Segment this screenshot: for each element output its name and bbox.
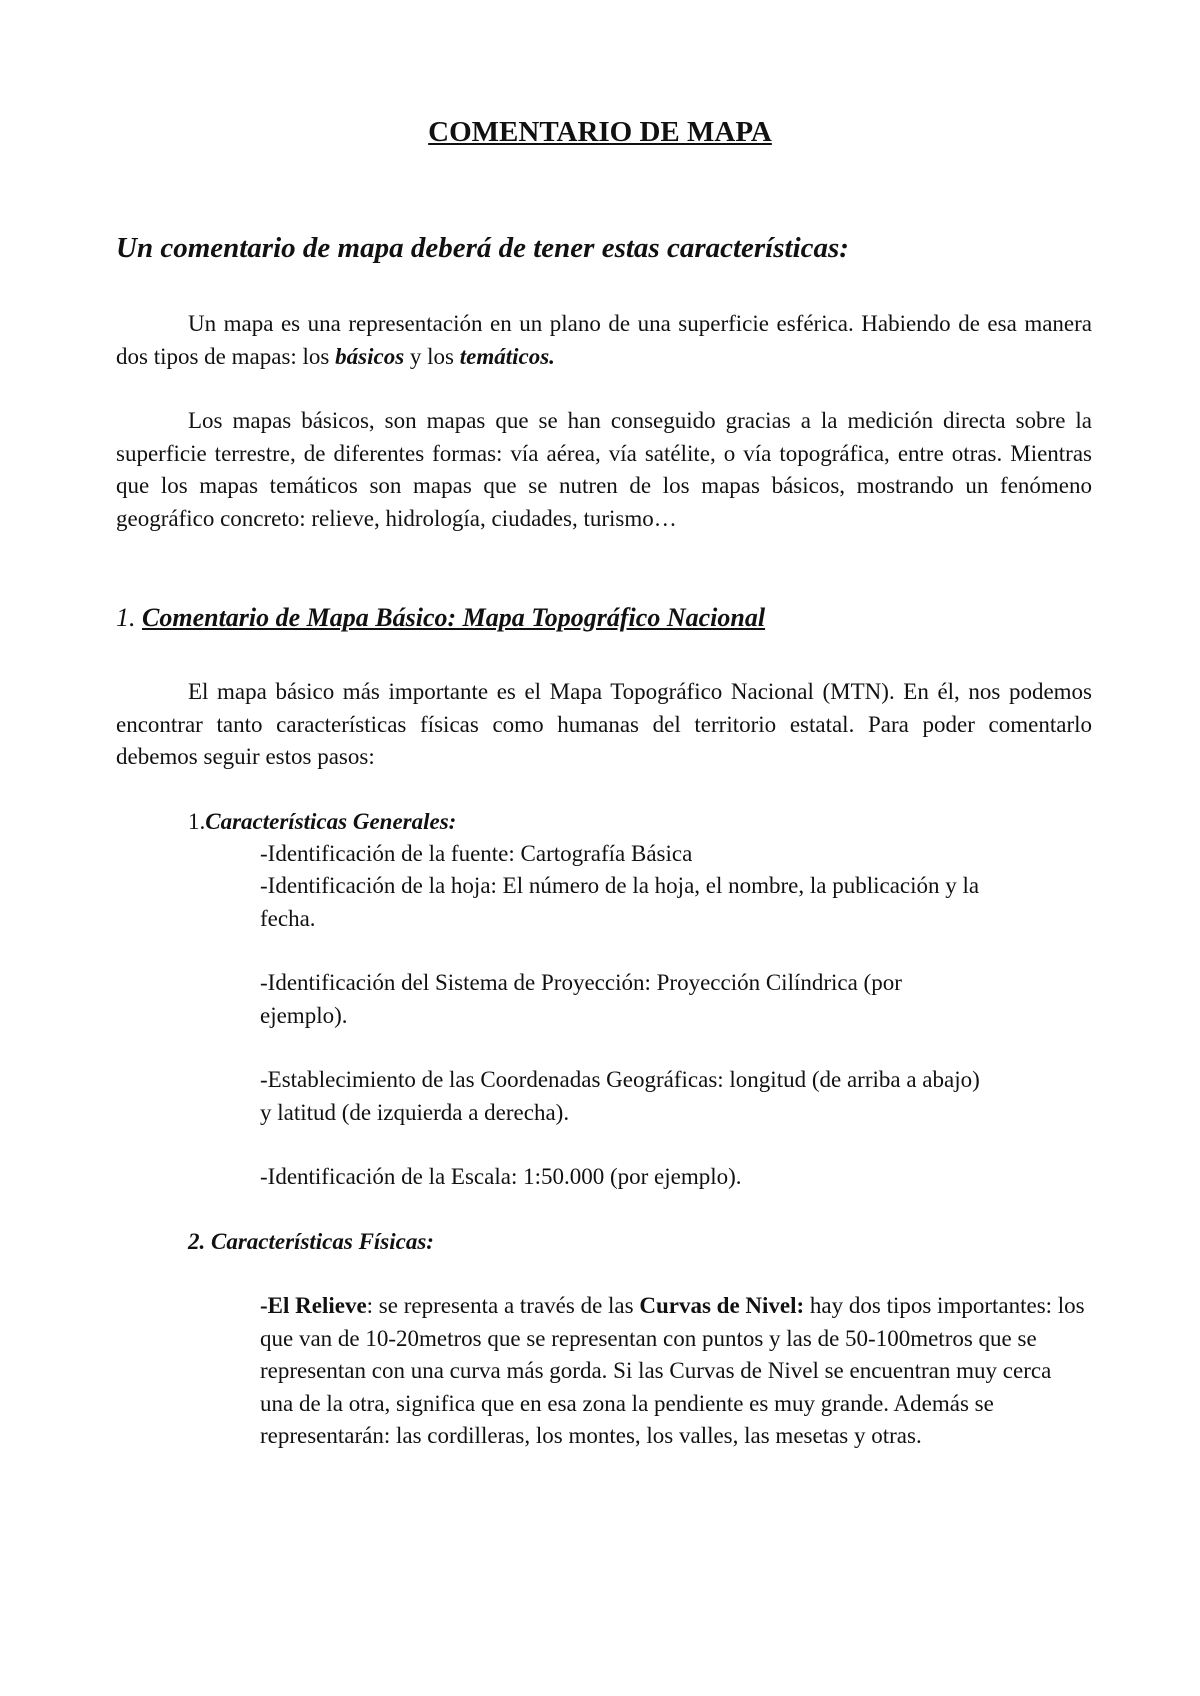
- item-coordenadas-line2: y latitud (de izquierda a derecha).: [260, 1099, 570, 1125]
- item-fuente: -Identificación de la fuente: Cartografía Básica: [260, 841, 693, 866]
- item-proyeccion-line2: ejemplo).: [260, 1002, 348, 1028]
- item-relieve: [260, 1290, 1090, 1453]
- paragraph-mapas-basicos: Los mapas básicos, son mapas que se han conseguido gracias a la medición directa sobre la superficie terrestre, de diferentes formas: vía aérea, vía satélite, o vía topográfica, entre otras. Mientras que los mapas temáticos son mapas que se nutren de los mapas básicos, mostrando un fenómeno geográfico concreto: relieve, hidrología, ciudades, turismo…: [116, 408, 1092, 531]
- generales-heading: [188, 806, 456, 839]
- document-title: COMENTARIO DE MAPA: [428, 116, 772, 148]
- intro-text-before: Un mapa es una representación en un plano de una superficie esférica. Habiendo de esa manera dos tipos de mapas: los: [116, 311, 1092, 369]
- relieve-label: -El Relieve: [260, 1293, 367, 1318]
- intro-paragraph: [116, 308, 1092, 373]
- term-tematicos: temáticos.: [459, 343, 555, 369]
- generales-number: 1.: [188, 809, 206, 834]
- paragraph-mtn: El mapa básico más importante es el Mapa Topográfico Nacional (MTN). En él, nos podemos encontrar tanto características físicas como humanas del territorio estatal. Para poder comentarlo debemos seguir estos pasos:: [116, 679, 1092, 769]
- item-hoja-line1: -Identificación de la hoja: El número de la hoja, el nombre, la publicación y la: [260, 873, 980, 898]
- section-1-heading: [116, 601, 765, 635]
- intro-text-mid: y los: [404, 343, 460, 369]
- section-1-number: 1.: [116, 603, 136, 632]
- curvas-nivel-label: Curvas de Nivel:: [639, 1293, 805, 1318]
- item-escala: -Identificación de la Escala: 1:50.000 (por ejemplo).: [260, 1164, 742, 1189]
- item-coordenadas-line1: -Establecimiento de las Coordenadas Geográficas: longitud (de arriba a abajo): [260, 1067, 980, 1092]
- term-basicos: básicos: [335, 343, 405, 369]
- generales-title: Características Generales:: [205, 809, 457, 834]
- item-proyeccion-line1: -Identificación del Sistema de Proyección: Proyección Cilíndrica (por: [260, 970, 902, 995]
- item-hoja-line2: fecha.: [260, 905, 316, 931]
- relieve-text-1: : se representa a través de las: [366, 1293, 640, 1318]
- relieve-text-2: hay dos tipos importantes: los que van de 10-20metros que se representan con puntos y las de 50-100metros que se representan con una curva más gorda. Si las Curvas de Nivel se encuentran muy cerca una de la otra, significa que en esa zona la pendiente es muy grande. Además se representarán: las cordilleras, los montes, los valles, las mesetas y otras.: [260, 1293, 1085, 1448]
- document-subtitle: Un comentario de mapa deberá de tener estas características:: [116, 232, 849, 264]
- item-coordenadas: [260, 1064, 1100, 1129]
- item-proyeccion: [260, 967, 1100, 1032]
- item-hoja: [260, 870, 1100, 935]
- section-1-title: Comentario de Mapa Básico: Mapa Topográfico Nacional: [142, 603, 766, 632]
- fisicas-heading: 2. Características Físicas:: [188, 1229, 434, 1254]
